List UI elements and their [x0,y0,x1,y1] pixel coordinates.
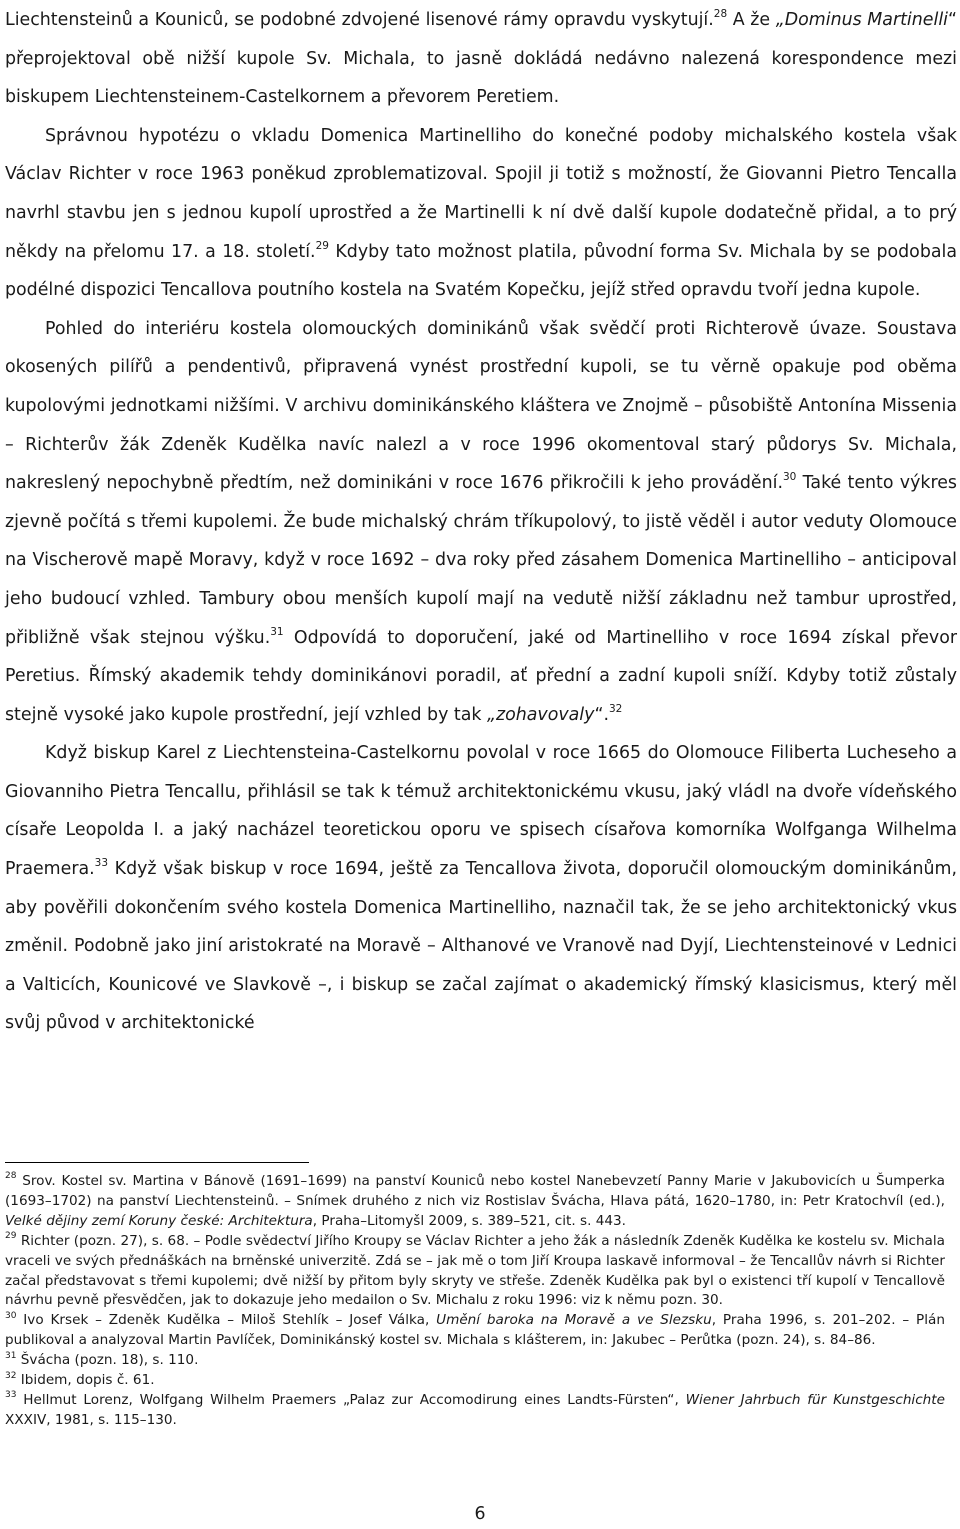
footnote-number: 33 [5,1390,17,1401]
footnotes [5,1172,945,1431]
footnote: $^{30}$ Ivo Krsek – Zdeněk Kudělka – Miloš Stehlík – Josef Válka, Umění baroka na Moravě a ve Slezsku, Praha 1996, s. 201–202. – Plán publikoval a analyzoval Martin Pavlíček, Dominikánský kostel sv. Michala s klášterem, in: Jakubec – Perůtka (pozn. 24), s. 84–86. [5,1310,945,1349]
footnote: $^{31}$ Šváchа (pozn. 18), s. 110. [5,1350,199,1369]
page-number: 6 [474,1504,486,1524]
footnote-ref: 31 [270,625,284,638]
footnote: $^{32}$ Ibidem, dopis č. 61. [5,1370,155,1389]
footnote-number: 28 [5,1171,17,1182]
footnote-number: 30 [5,1310,17,1321]
footnote-number: 32 [5,1370,17,1381]
footnote-ref: 28 [713,8,728,21]
footnote-number: 31 [5,1350,17,1361]
footnote: $^{28}$ Srov. Kostel sv. Martina v Bánově (1691–1699) na panství Kouniců nebo kostel Nanebevzetí Panny Marie v Jakubovicích u Šumperka (1693–1702) na panství Liechtensteinů. – Snímek druhého z nich viz Rostislav Šváchа, Hlava pátá, 1620–1780, in: Petr Kratochvíl (ed.), Velké dějiny zemí Koruny české: Architektura, Praha–Litomyšl 2009, s. 389–521, cit. s. 443. [5,1171,945,1229]
paragraph: Správnou hypotézu o vkladu Domenica Martinelliho do konečné podoby michalského kostela však Václav Richter v roce 1963 poněkud zproblematizoval. Spojil ji totiž s možností, že Giovanni Pietro Tencalla navrhl stavbu jen s jednou kupolí uprostřed a že Martinelli k ní dvě další kupole dodatečně přidal, a to prý někdy na přelomu 17. a 18. století.$^{29}$ Kdyby tato možnost platila, původní forma Sv. Michala by se podobala podélné dispozici Tencallova poutního kostela na Svatém Kopečku, jejíž střed opravdu tvoří jedna kupole. [5,125,958,301]
footnote: $^{29}$ Richter (pozn. 27), s. 68. – Podle svědectví Jiřího Kroupy se Václav Richter a jeho žák a následník Zdeněk Kudělka ke kostelu sv. Michala vraceli ve svých přednáškách na brněnské univerzitě. Zdá se – jak mě o tom Jiří Kroupa laskavě informoval – že Tencallův návrh si Richter začal představovat s třemi kupolemi; dvě nižší by přitom byly skryty ve střeše. Zdeněk Kudělka pak byl o existenci tří kupolí v Tencallově návrhu pevně přesvědčen, jak to dokazuje jeho medailon o Sv. Michalu z roku 1996: viz k němu pozn. 30. [5,1231,945,1309]
footnote: $^{33}$ Hellmut Lorenz, Wolfgang Wilhelm Praemers „Palaz zur Accomodirung eines Landts-Fürsten“, Wiener Jahrbuch für Kunstgeschichte XXXIV, 1981, s. 115–130. [5,1390,945,1428]
paragraph: Liechtensteinů a Kouniců, se podobné zdvojené lisenové rámy opravdu vyskytují.$^{28}$ A že „Dominus Martinelli“ přeprojektoval obě nižší kupole Sv. Michala, to jasně dokládá nedávno nalezená korespondence mezi biskupem Liechtensteinem-Castelkornem a převorem Peretiem. [5,8,957,108]
footnote-separator [5,1162,309,1163]
footnote-ref: 33 [94,857,109,870]
footnote-ref: 29 [315,239,329,252]
body-text [5,1,957,1043]
paragraph: Když biskup Karel z Liechtensteina-Castelkornu povolal v roce 1665 do Olomouce Filiberta Lucheseho a Giovanniho Pietra Tencallu, přihlásil se tak k témuž architektonickému vkusu, jaký vládl na dvoře vídeňského císaře Leopolda I. a jaký nacházel teoretickou oporu ve spisech císařova komorníka Wolfganga Wilhelma Praemera.$^{33}$ Když však biskup v roce 1694, ještě za Tencallova života, doporučil olomouckým dominikánům, aby pověřili dokončením svého kostela Domenica Martinelliho, naznačil tak, že se jeho architektonický vkus změnil. Podobně jako jiní aristokraté na Moravě – Althanové ve Vranově nad Dyjí, Liechtensteinové v Lednici a Valticích, Kounicové ve Slavkově –, i biskup se začal zajímat o akademický římský klasicismus, který měl svůj původ v architektonické [5,743,957,1034]
footnote-ref: 32 [608,702,623,715]
paragraph: Pohled do interiéru kostela olomouckých dominikánů však svědčí proti Richterově úvaze. Soustava okosených pilířů a pendentivů, připravená vynést prostřední kupoli, se tu věrně opakuje pod oběma kupolovými jednotkami nižšími. V archivu dominikánského kláštera ve Znojmě – působiště Antonína Missenia – Richterův žák Zdeněk Kudělka navíc nalezl a v roce 1996 okomentoval starý půdorys Sv. Michala, nakreslený nepochybně předtím, než dominikáni v roce 1676 přikročili k jeho provádění.$^{30}$ Také tento výkres zjevně počítá s třemi kupolemi. Že bude michalský chrám tříkupolový, to jistě věděl i autor veduty Olomouce na Vischerově mapě Moravy, když v roce 1692 – dva roky před zásahem Domenica Martinelliho – anticipoval jeho budoucí vzhled. Tambury obou menších kupolí mají na vedutě nižší základnu než tambur uprostřed, přibližně však stejnou výšku.$^{31}$ Odpovídá to doporučení, jaké od Martinelliho v roce 1694 získal převor Peretius. Římský akademik tehdy dominikánovi poradil, ať přední a zadní kupoli sníží. Kdyby totiž zůstaly stejně vysoké jako kupole prostřední, její vzhled by tak „zohavovaly“.$^{32}$ [5,318,958,725]
footnote-number: 29 [5,1231,17,1242]
footnote-ref: 30 [783,471,797,484]
